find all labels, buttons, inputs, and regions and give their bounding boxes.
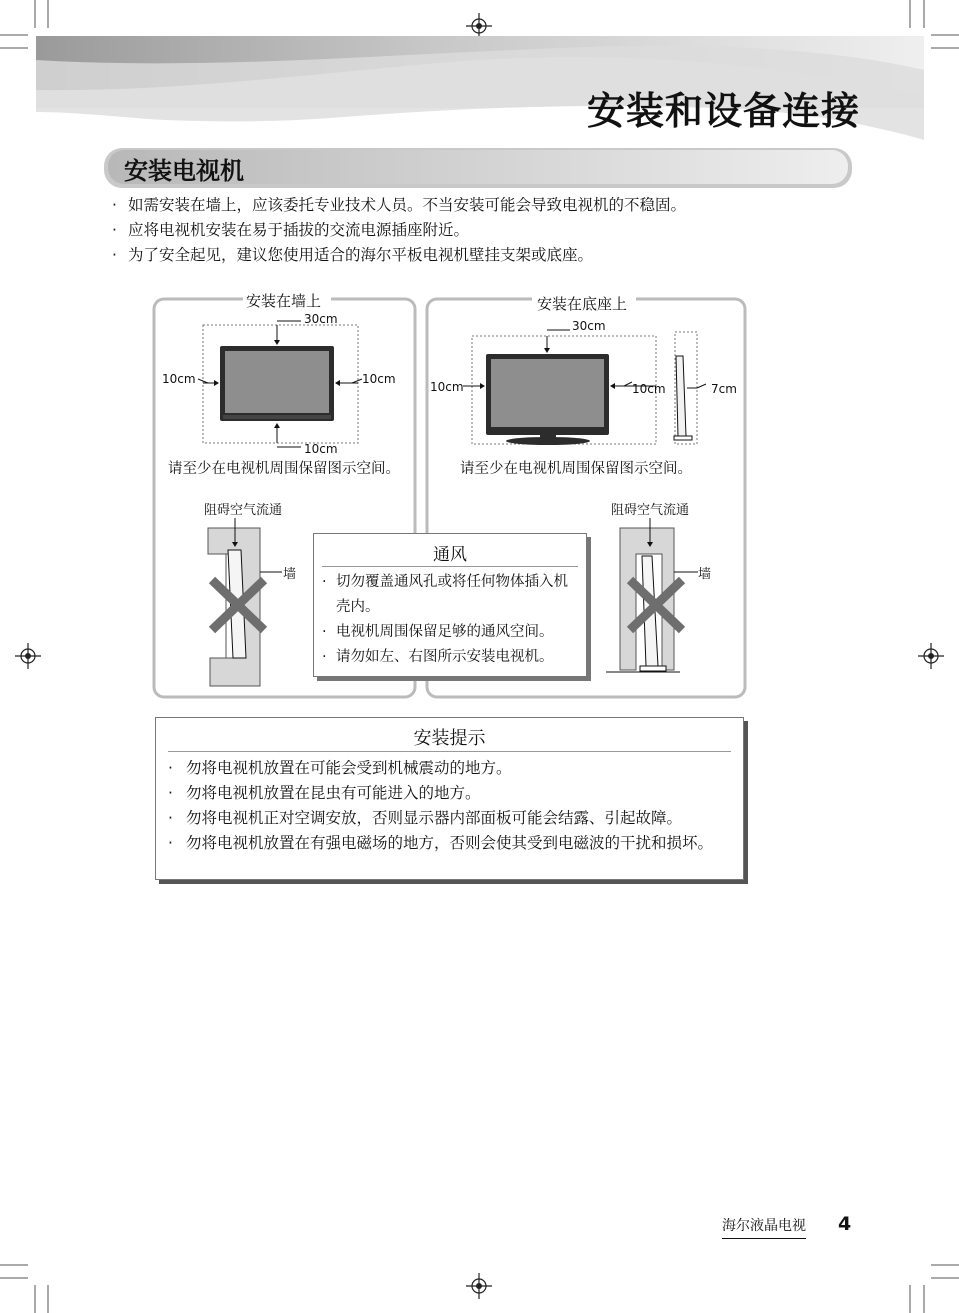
footer-brand: 海尔液晶电视 xyxy=(722,1215,806,1239)
ventilation-item-text: 请勿如左、右图所示安装电视机。 xyxy=(336,649,554,665)
bullet-mark: · xyxy=(112,221,117,239)
wall-top-gap-label: 30cm xyxy=(304,312,338,326)
ventilation-box xyxy=(313,533,587,677)
list-item xyxy=(168,831,733,856)
wall-right-gap-label: 10cm xyxy=(362,372,396,386)
ventilation-list xyxy=(322,570,568,670)
list-item-continuation xyxy=(322,595,568,620)
list-item xyxy=(112,193,686,218)
tip-text: 勿将电视机放置在可能会受到机械震动的地方。 xyxy=(186,759,512,777)
bullet-mark: · xyxy=(322,624,327,640)
installation-tips-list xyxy=(168,756,733,856)
bullet-mark: · xyxy=(168,834,173,852)
bullet-mark: · xyxy=(322,649,327,665)
stand-mount-tv-diagram xyxy=(430,326,740,456)
stand-right-gap-label: 10cm xyxy=(632,382,666,396)
list-item xyxy=(168,756,733,781)
ventilation-item-text: 壳内。 xyxy=(336,599,380,615)
installation-tips-box xyxy=(155,717,744,880)
list-item xyxy=(322,645,568,670)
wall-mount-tv-diagram xyxy=(150,316,410,456)
list-item xyxy=(112,218,686,243)
divider xyxy=(168,751,731,752)
bullet-mark: · xyxy=(112,246,117,264)
installation-tips-title: 安装提示 xyxy=(413,728,486,749)
bullet-mark: · xyxy=(168,784,173,802)
list-item xyxy=(168,781,733,806)
wall-label: 墙 xyxy=(283,567,297,582)
stand-top-gap-label: 30cm xyxy=(572,319,606,333)
wall-airflow-label: 阻碍空气流通 xyxy=(204,503,283,518)
blocked-airflow-wall-diagram xyxy=(200,518,300,690)
intro-bullet-text: 为了安全起见，建议您使用适合的海尔平板电视机壁挂支架或底座。 xyxy=(128,246,594,264)
ventilation-title: 通风 xyxy=(433,545,467,565)
wall-panel-caption: 请至少在电视机周围保留图示空间。 xyxy=(168,461,400,477)
bullet-mark: · xyxy=(112,196,117,214)
stand-wall-label: 墙 xyxy=(698,567,712,582)
intro-bullet-text: 应将电视机安装在易于插拔的交流电源插座附近。 xyxy=(128,221,470,239)
wall-left-gap-label: 10cm xyxy=(162,372,196,386)
bullet-mark: · xyxy=(168,809,173,827)
divider xyxy=(322,566,578,567)
ventilation-item-text: 电视机周围保留足够的通风空间。 xyxy=(336,624,554,640)
section-title: 安装电视机 xyxy=(124,157,244,185)
blocked-airflow-stand-diagram xyxy=(600,518,710,678)
chapter-title: 安装和设备连接 xyxy=(586,89,860,133)
tip-text: 勿将电视机正对空调安放，否则显示器内部面板可能会结露、引起故障。 xyxy=(186,809,683,827)
list-item xyxy=(112,243,686,268)
stand-airflow-label: 阻碍空气流通 xyxy=(611,503,690,518)
wall-panel-title: 安装在墙上 xyxy=(246,292,322,310)
stand-panel-title: 安装在底座上 xyxy=(537,295,628,313)
list-item xyxy=(322,570,568,595)
stand-panel-caption: 请至少在电视机周围保留图示空间。 xyxy=(460,461,692,477)
page-number: 4 xyxy=(838,1213,852,1235)
bullet-mark: · xyxy=(322,574,327,590)
intro-bullet-text: 如需安装在墙上，应该委托专业技术人员。不当安装可能会导致电视机的不稳固。 xyxy=(128,196,687,214)
bullet-mark: · xyxy=(168,759,173,777)
ventilation-item-text: 切勿覆盖通风孔或将任何物体插入机 xyxy=(336,574,568,590)
stand-left-gap-label: 10cm xyxy=(430,380,464,394)
intro-bullet-list xyxy=(112,193,686,268)
tip-text: 勿将电视机放置在昆虫有可能进入的地方。 xyxy=(186,784,481,802)
list-item xyxy=(168,806,733,831)
stand-back-gap-label: 7cm xyxy=(711,382,737,396)
tip-text: 勿将电视机放置在有强电磁场的地方，否则会使其受到电磁波的干扰和损坏。 xyxy=(186,834,714,852)
wall-bottom-gap-label: 10cm xyxy=(304,442,338,456)
list-item xyxy=(322,620,568,645)
